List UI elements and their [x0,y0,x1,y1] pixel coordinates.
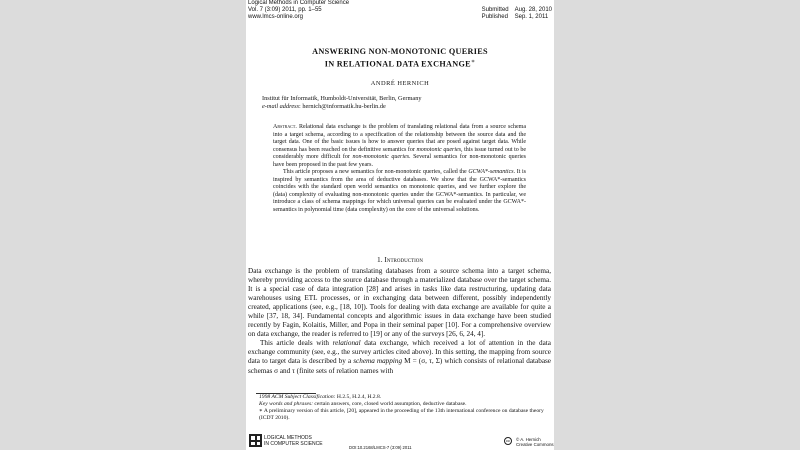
abstract-emphasis: GCWA*-semantics [468,169,514,175]
body-text-run: This article deals with [260,339,333,348]
section-title: Introduction [384,255,423,264]
email-label: e-mail address [262,102,300,110]
abstract-text: This article proposes a new semantics for non-monotonic queries, called the [283,169,469,175]
title-footnote-mark: ∗ [470,59,476,65]
submitted-label: Submitted [481,7,509,13]
published-label: Published [481,14,508,20]
section-heading [246,255,554,264]
license-info [516,437,554,447]
title-line-1: ANSWERING NON-MONOTONIC QUERIES [312,47,488,56]
logo-line-1: LOGICAL METHODS [264,435,312,441]
abstract-text: . Several semantics for non-monotonic queries have been proposed in the past few years. [273,154,526,168]
keywords: certain answers, core, closed world assumption, deductive database. [313,401,467,407]
page-footer [246,434,554,450]
author-name: ANDRÉ HERNICH [370,80,430,87]
affiliation-institute: Institut für Informatik, Humboldt-Universität, Berlin, Germany [262,95,422,102]
abstract-emphasis: monotonic queries [416,146,462,153]
lmcs-logo-icon [249,434,262,447]
dates-header [482,7,552,21]
body-text-run: M = (σ, τ, Σ) which consists of relational database schemas σ and τ (finite sets of relation names with [248,357,551,375]
journal-header [248,0,349,21]
abstract-label: Abstract. [273,124,297,130]
acm-codes: H.2.5, H.2.4, H.2.8. [335,394,382,400]
body-paragraph [248,339,551,375]
creative-commons-icon: cc [506,438,510,443]
acm-classification-label: 1998 ACM Subject Classification: [259,394,336,400]
journal-name: Logical Methods in Computer Science [248,0,350,6]
abstract [273,124,526,214]
published-date: Sep. 1, 2011 [514,14,549,20]
body-emphasis: schema mapping [353,357,403,366]
body-emphasis: relational [332,339,361,348]
body-paragraph: Data exchange is the problem of translating databases from a source schema into a target schema, whereby providing access to the source database through a materialized database over the target schema. It is a special case of data integration [28] and arises in tasks like data restructuring, updating data warehouses using ETL processes, or in exchanging data between different, possibly independently created, applications (see, e.g., [18, 10]). Tools for dealing with data exchange are available for quite a while [37, 18, 34]. Fundamental concepts and algorithmic issues in data exchange have been studied recently by Fagin, Kolaitis, Miller, and Popa in their seminal paper [10]. For a comprehensive overview on data exchange, the reader is referred to [19] or any of the surveys [26, 6, 24, 4]. [248,267,551,339]
journal-website[interactable]: www.lmcs-online.org [248,14,304,20]
logo-line-2: IN COMPUTER SCIENCE [264,440,323,447]
abstract-emphasis: non-monotonic queries [352,154,410,160]
email-address[interactable]: : hernich@informatik.hu-berlin.de [299,102,386,110]
journal-volume: Vol. 7 (3:09) 2011, pp. 1–55 [248,7,322,13]
abstract-text: . It is inspired by semantics from the area of deductive databases. We show that the GCWA*-semantics coincides with the standard open world semantics on monotonic queries, and we further explore the (data) complexity of evaluating non-monotonic queries under the GCWA*-semantics. In particular, we introduce a class of schema mappings for which universal queries can be evaluated under the GCWA*-semantics in polynomial time (data complexity) on the core of the universal solutions. [273,169,526,213]
paper-title [246,46,554,70]
keywords-label: Key words and phrases: [259,401,314,407]
doi[interactable]: DOI:10.2168/LMCS-7 (3:09) 2011 [349,445,412,450]
lmcs-logo-text [264,436,323,447]
author-affiliation [262,95,422,110]
title-line-2: IN RELATIONAL DATA EXCHANGE [324,59,471,69]
footnotes [256,394,551,422]
section-number: 1. [377,255,383,264]
body-text-run: data exchange, which received a lot of attention in the data exchange community (see, e.g., the survey articles cited above). In this setting, the mapping from source data to target data is described by a [248,339,551,366]
license-name[interactable]: Creative Commons [516,442,554,447]
preliminary-version-note: ∗ A preliminary version of this article, [20], appeared in the proceeding of the 13th international conference on database theory (ICDT 2010). [259,408,544,421]
abstract-text: , this issue turned out to be considerably more difficult for [273,146,526,160]
body-text [248,267,551,376]
paper-page [246,0,554,450]
abstract-text: Relational data exchange is the problem of translating relational data from a source schema into a target schema, according to a specification of the relationship between the source data and the target data. One of the basic issues is how to answer queries that are posed against target data. While consensus has been reached on the definitive semantics for [273,124,526,153]
submitted-date: Aug. 28, 2010 [514,7,552,13]
license-author: © A. Hernich [516,437,541,442]
